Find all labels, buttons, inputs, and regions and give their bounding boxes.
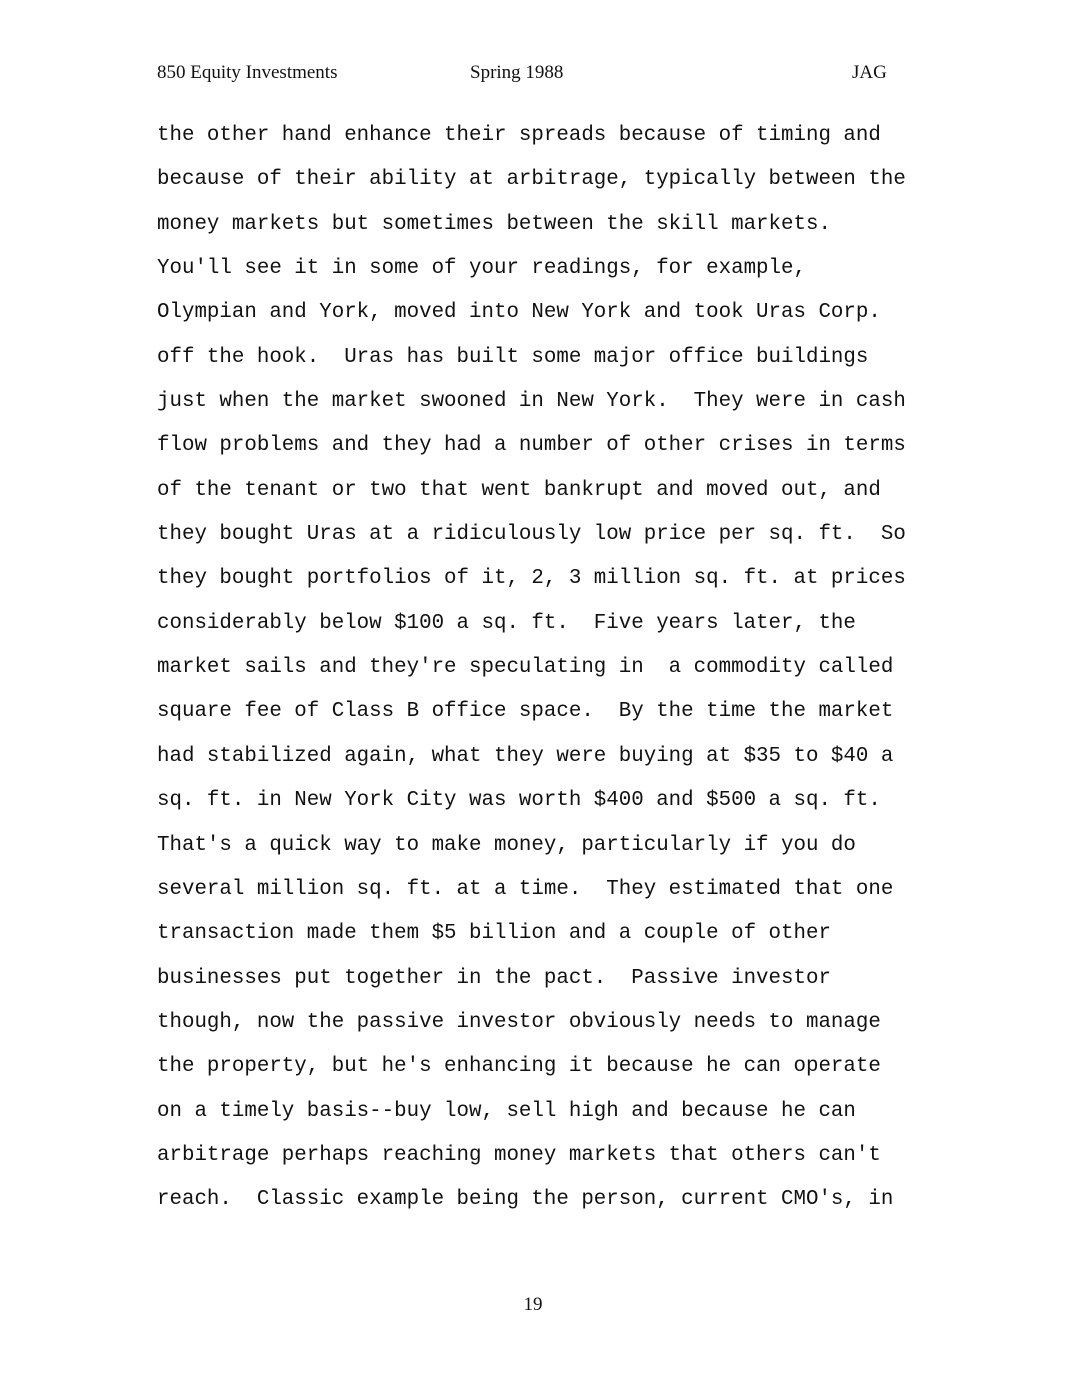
text-line: You'll see it in some of your readings, for example, [157, 257, 806, 281]
transcript-body [157, 122, 957, 1231]
text-line: businesses put together in the pact. Passive investor [157, 966, 831, 990]
text-line: Olympian and York, moved into New York and took Uras Corp. [157, 301, 881, 325]
text-line: transaction made them $5 billion and a couple of other [157, 922, 831, 946]
text-line: they bought Uras at a ridiculously low price per sq. ft. So [157, 523, 906, 547]
text-line: just when the market swooned in New York. They were in cash [157, 390, 906, 414]
text-line: the property, but he's enhancing it because he can operate [157, 1055, 881, 1079]
text-line: square fee of Class B office space. By the time the market [157, 700, 894, 724]
text-line: the other hand enhance their spreads because of timing and [157, 124, 881, 147]
text-line: several million sq. ft. at a time. They estimated that one [157, 877, 894, 901]
text-line: arbitrage perhaps reaching money markets that others can't [157, 1143, 881, 1167]
text-line: market sails and they're speculating in a commodity called [157, 656, 894, 680]
text-line: though, now the passive investor obviously needs to manage [157, 1010, 881, 1034]
page-header [0, 62, 1066, 92]
text-line: had stabilized again, what they were buying at $35 to $40 a [157, 744, 894, 768]
text-line: of the tenant or two that went bankrupt and moved out, and [157, 478, 881, 502]
text-line: flow problems and they had a number of other crises in terms [157, 434, 906, 458]
header-term: Spring 1988 [470, 62, 564, 83]
text-line: considerably below $100 a sq. ft. Five years later, the [157, 611, 856, 635]
header-author-initials: JAG [852, 62, 887, 83]
text-line: reach. Classic example being the person, current CMO's, in [157, 1188, 894, 1212]
text-line: That's a quick way to make money, particularly if you do [157, 833, 856, 857]
text-line: because of their ability at arbitrage, typically between the [157, 168, 906, 192]
text-line: on a timely basis--buy low, sell high and because he can [157, 1099, 856, 1123]
page-number: 19 [523, 1294, 543, 1315]
text-line: they bought portfolios of it, 2, 3 million sq. ft. at prices [157, 567, 906, 591]
text-line: sq. ft. in New York City was worth $400 and $500 a sq. ft. [157, 789, 881, 813]
text-line: money markets but sometimes between the skill markets. [157, 212, 831, 236]
text-line: off the hook. Uras has built some major office buildings [157, 345, 869, 369]
header-course-title: 850 Equity Investments [157, 62, 338, 83]
